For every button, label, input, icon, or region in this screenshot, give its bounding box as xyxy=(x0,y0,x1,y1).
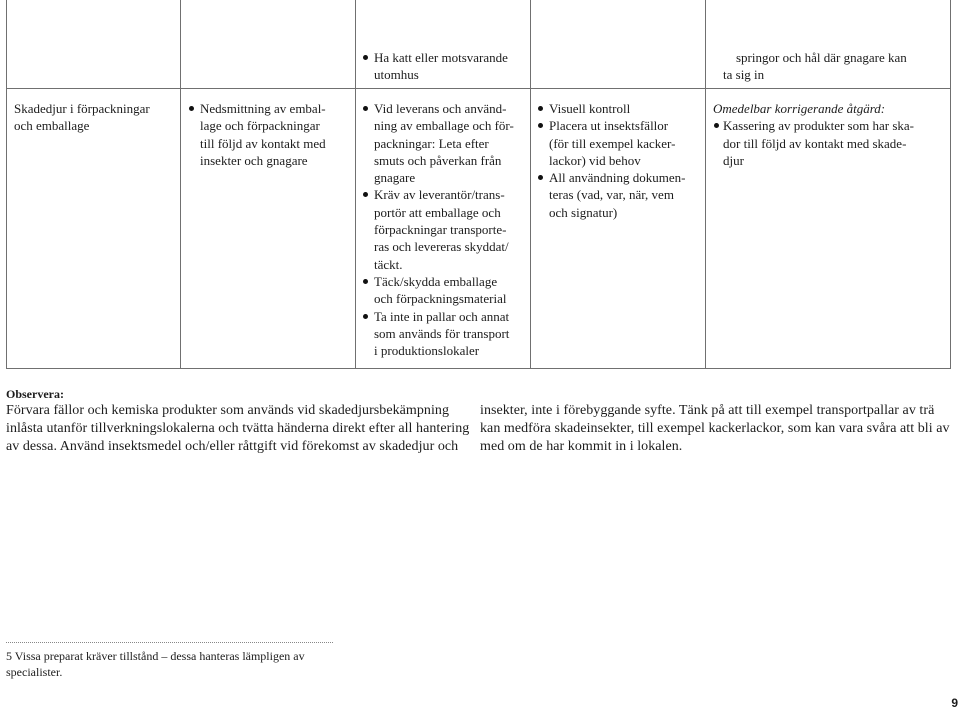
cell-line: packningar: Leta efter xyxy=(374,135,489,151)
table-column-divider xyxy=(950,0,951,369)
cell-line: Vid leverans och använd- xyxy=(374,101,507,116)
footnote-line: 5 Vissa preparat kräver tillstånd – dessa hanteras lämpligen av xyxy=(6,649,305,663)
bullet-item xyxy=(538,169,703,221)
bullet-item xyxy=(189,100,351,169)
table-column-divider xyxy=(530,0,531,369)
cell-line: Skadedjur i förpackningar xyxy=(14,101,150,116)
control-cell xyxy=(538,100,703,221)
note-line: kan medföra skadeinsekter, till exempel kackerlackor, som kan vara svåra att bli av xyxy=(480,421,950,436)
table-row-divider xyxy=(6,88,951,89)
cell-line: Placera ut insektsfällor xyxy=(549,118,669,134)
bullet-item xyxy=(538,117,703,169)
note-line: insekter, inte i förebyggande syfte. Tänk på att till exempel transportpallar av trä xyxy=(480,403,935,418)
cell-line: som används för transport xyxy=(374,325,510,341)
table-column-divider xyxy=(355,0,356,369)
footnote xyxy=(6,648,305,680)
cell-line: lackor) vid behov xyxy=(549,152,641,168)
cell-line: dor till följd av kontakt med skade- xyxy=(723,135,907,151)
cell-line: utomhus xyxy=(374,67,419,83)
corrective-cell xyxy=(713,100,948,169)
note-right-column xyxy=(480,402,950,456)
cell-line: insekter och gnagare xyxy=(200,152,308,168)
cell-line: ning av emballage och för- xyxy=(374,118,514,134)
cell-line: och förpackningsmaterial xyxy=(374,291,507,307)
cell-line: teras (vad, var, när, vem xyxy=(549,187,674,203)
top-row-corrective-cell xyxy=(723,49,945,84)
cell-line: Ta inte in pallar och annat xyxy=(374,308,510,324)
cell-line: i produktionslokaler xyxy=(374,343,480,359)
cell-line: lage och förpackningar xyxy=(200,118,320,134)
note-title: Observera: xyxy=(6,387,64,401)
cell-line: Ha katt eller motsvarande xyxy=(374,50,508,65)
cell-line: täckt. xyxy=(374,256,403,272)
bullet-item xyxy=(713,117,948,169)
cell-line: djur xyxy=(723,152,744,168)
bullet-item xyxy=(363,308,528,360)
table-column-divider xyxy=(180,0,181,369)
cell-line: gnagare xyxy=(374,170,416,186)
cell-line: och emballage xyxy=(14,118,90,134)
cell-line: springor och hål där gnagare kan xyxy=(736,50,907,65)
bullet-item xyxy=(363,100,528,186)
note-left-column xyxy=(6,402,476,456)
corrective-heading: Omedelbar korrigerande åtgärd: xyxy=(713,101,886,116)
cell-line: ras och levereras skyddat/ xyxy=(374,239,509,255)
note-line: inlåsta utanför tillverkningslokalerna och tvätta händerna direkt efter all hantering xyxy=(6,421,470,436)
cell-line: smuts och påverkan från xyxy=(374,152,502,168)
page-number: 9 xyxy=(951,696,958,710)
cell-line: Täck/skydda emballage xyxy=(374,273,498,289)
note-line: Förvara fällor och kemiska produkter som används vid skadedjursbekämpning xyxy=(6,403,449,418)
table-column-divider xyxy=(6,0,7,369)
hazard-cell xyxy=(189,100,351,169)
footnote-divider xyxy=(6,642,333,643)
cell-line: Kassering av produkter som har ska- xyxy=(723,118,914,134)
footnote-line: specialister. xyxy=(6,665,63,679)
cell-line: (för till exempel kacker- xyxy=(549,135,676,151)
cell-line: Kräv av leverantör/trans- xyxy=(374,187,505,203)
bullet-item xyxy=(363,49,528,84)
note-line: med om de har kommit in i lokalen. xyxy=(480,439,683,454)
cell-line: och signatur) xyxy=(549,204,618,220)
bullet-item xyxy=(363,273,528,308)
cell-line: till följd av kontakt med xyxy=(200,135,326,151)
table-row-divider xyxy=(6,368,951,369)
cell-line: Visuell kontroll xyxy=(549,101,631,116)
cell-line: Nedsmittning av embal- xyxy=(200,101,326,116)
top-row-measures-cell xyxy=(363,49,528,84)
area-cell xyxy=(14,100,176,135)
cell-line: portör att emballage och xyxy=(374,204,501,220)
cell-line: All användning dokumen- xyxy=(549,170,686,186)
table-column-divider xyxy=(705,0,706,369)
note-line: av dessa. Använd insektsmedel och/eller råttgift vid förekomst av skadedjur och xyxy=(6,439,459,454)
measures-cell xyxy=(363,100,528,359)
bullet-item xyxy=(538,100,703,117)
bullet-item xyxy=(363,186,528,272)
cell-line: förpackningar transporte- xyxy=(374,222,507,238)
cell-line: ta sig in xyxy=(723,67,765,83)
